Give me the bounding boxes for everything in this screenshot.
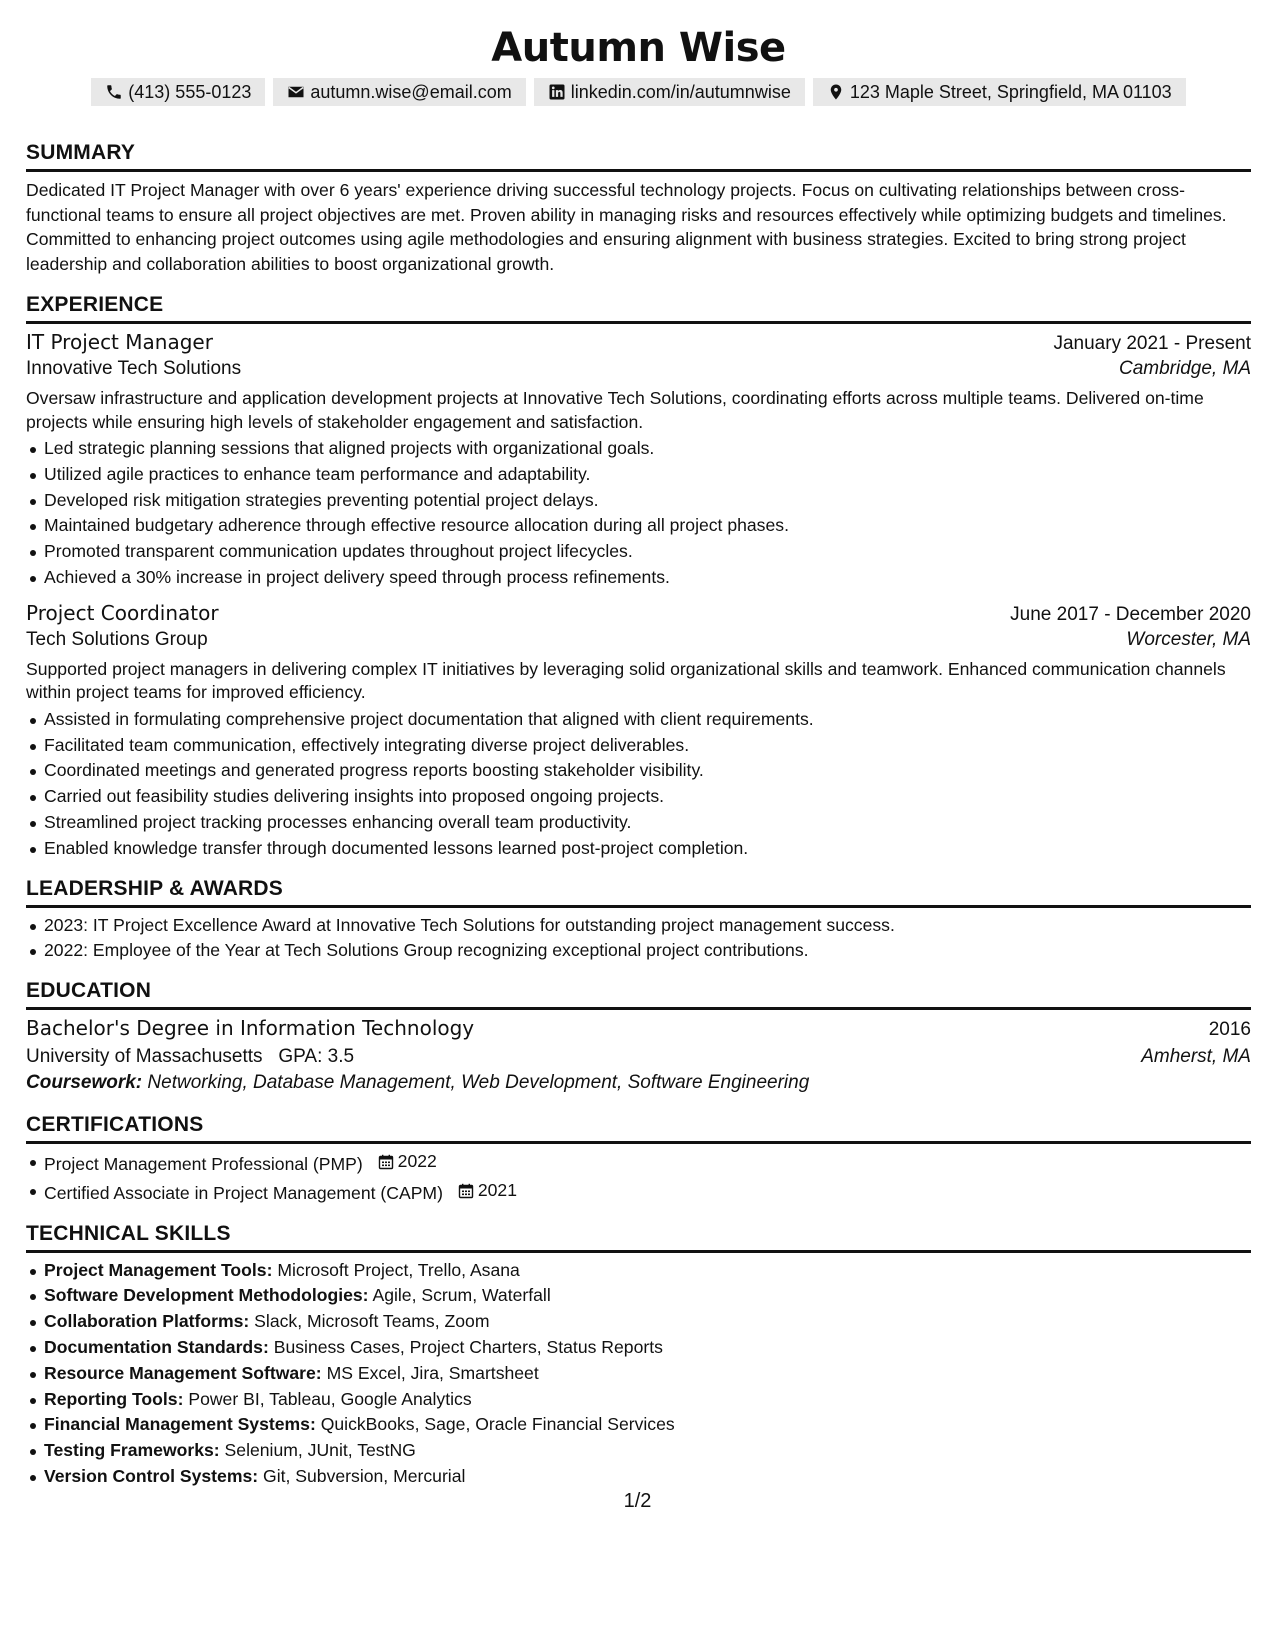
- certification-year: 2022: [397, 1151, 437, 1172]
- list-item: Achieved a 30% increase in project delivery speed through process refinements.: [26, 565, 1251, 591]
- candidate-name: Autumn Wise: [491, 25, 786, 71]
- email-text: autumn.wise@email.com: [310, 81, 512, 102]
- list-item: [26, 1149, 1251, 1178]
- skill-value: Agile, Scrum, Waterfall: [372, 1285, 551, 1306]
- certifications-list: [26, 1149, 1251, 1206]
- list-item: Carried out feasibility studies delivering insights into proposed ongoing projects.: [26, 784, 1251, 810]
- section-title: SUMMARY: [26, 140, 1251, 172]
- job-company-row: [26, 358, 1251, 380]
- skills-list: [26, 1258, 1251, 1490]
- list-item: Promoted transparent communication updates throughout project lifecycles.: [26, 539, 1251, 565]
- list-item: Assisted in formulating comprehensive project documentation that aligned with client requirements.: [26, 707, 1251, 733]
- section-title: TECHNICAL SKILLS: [26, 1221, 1251, 1253]
- skill-label: Software Development Methodologies:: [44, 1285, 369, 1306]
- list-item: [26, 1361, 1251, 1387]
- job-title: Project Coordinator: [26, 600, 219, 625]
- linkedin-text: linkedin.com/in/autumnwise: [570, 81, 791, 102]
- job-bullets: [26, 436, 1251, 591]
- skill-label: Reporting Tools:: [44, 1388, 184, 1409]
- school-info: [26, 1046, 354, 1068]
- contact-bar: [26, 78, 1251, 106]
- section-title: EXPERIENCE: [26, 292, 1251, 324]
- certification-name: Project Management Professional (PMP): [44, 1154, 363, 1175]
- school-location: Amherst, MA: [1141, 1046, 1251, 1068]
- list-item: [26, 1178, 1251, 1207]
- job-company-row: [26, 629, 1251, 651]
- contact-linkedin[interactable]: [534, 78, 805, 106]
- job-description: Oversaw infrastructure and application development projects at Innovative Tech Solutions, coordinating efforts across multiple teams. Delivered on-time projects while ensuring high levels of stakeholder engagement and satisfaction.: [26, 388, 1204, 432]
- skill-label: Version Control Systems:: [44, 1465, 259, 1486]
- coursework: [26, 1072, 1251, 1094]
- degree-title: Bachelor's Degree in Information Technology: [26, 1016, 475, 1041]
- degree-row: [26, 1016, 1251, 1041]
- awards-section: [26, 876, 1251, 965]
- job-bullets: [26, 707, 1251, 862]
- list-item: [26, 1438, 1251, 1464]
- list-item: [26, 1464, 1251, 1490]
- contact-email[interactable]: [273, 78, 525, 106]
- skill-value: Microsoft Project, Trello, Asana: [277, 1259, 520, 1280]
- coursework-list: Networking, Database Management, Web Development, Software Engineering: [147, 1072, 810, 1094]
- list-item: Maintained budgetary adherence through effective resource allocation during all project phases.: [26, 513, 1251, 539]
- coursework-label: Coursework:: [26, 1072, 143, 1094]
- list-item: Enabled knowledge transfer through documented lessons learned post-project completion.: [26, 836, 1251, 862]
- linkedin-icon: [548, 83, 566, 101]
- certification-year: 2021: [477, 1179, 517, 1200]
- experience-section: [26, 292, 1251, 862]
- skill-value: Power BI, Tableau, Google Analytics: [188, 1388, 472, 1409]
- contact-phone: [91, 78, 265, 106]
- list-item: Streamlined project tracking processes enhancing overall team productivity.: [26, 810, 1251, 836]
- job-description: Supported project managers in delivering complex IT initiatives by leveraging solid organizational skills and teamwork. Enhanced communication channels within project teams for improved efficiency.: [26, 658, 1226, 703]
- skill-label: Collaboration Platforms:: [44, 1311, 250, 1332]
- contact-address: [813, 78, 1186, 106]
- skill-value: QuickBooks, Sage, Oracle Financial Services: [320, 1414, 675, 1435]
- job-dates: June 2017 - December 2020: [1010, 603, 1251, 625]
- job-location: Cambridge, MA: [1119, 358, 1251, 379]
- section-title: EDUCATION: [26, 978, 1251, 1010]
- job-header-row: [26, 330, 1251, 355]
- skill-value: Business Cases, Project Charters, Status Reports: [273, 1336, 663, 1357]
- skill-value: Slack, Microsoft Teams, Zoom: [254, 1311, 490, 1332]
- list-item: Utilized agile practices to enhance team performance and adaptability.: [26, 462, 1251, 488]
- certifications-section: [26, 1112, 1251, 1206]
- gpa: GPA: 3.5: [278, 1046, 355, 1068]
- list-item: [26, 1412, 1251, 1438]
- page-number: 1/2: [623, 1490, 652, 1512]
- school-row: [26, 1046, 1251, 1068]
- list-item: [26, 1387, 1251, 1413]
- skill-value: Git, Subversion, Mercurial: [263, 1465, 466, 1486]
- job-title: IT Project Manager: [26, 330, 213, 354]
- list-item: [26, 1283, 1251, 1309]
- certification-name: Certified Associate in Project Management (CAPM): [44, 1182, 443, 1203]
- graduation-year: 2016: [1208, 1019, 1251, 1041]
- skill-label: Project Management Tools:: [44, 1259, 273, 1280]
- skill-label: Resource Management Software:: [44, 1362, 322, 1383]
- resume-content: [26, 22, 1251, 1490]
- skill-label: Financial Management Systems:: [44, 1414, 316, 1435]
- school-name: University of Massachusetts: [26, 1046, 263, 1068]
- job-company: Innovative Tech Solutions: [26, 358, 242, 379]
- list-item: 2023: IT Project Excellence Award at Innovative Tech Solutions for outstanding project management success.: [26, 913, 1251, 939]
- calendar-icon: [378, 1154, 394, 1170]
- list-item: Developed risk mitigation strategies preventing potential project delays.: [26, 488, 1251, 514]
- certification-date: [378, 1149, 437, 1175]
- address-text: 123 Maple Street, Springfield, MA 01103: [849, 81, 1172, 102]
- list-item: [26, 1258, 1251, 1284]
- phone-icon: [105, 83, 123, 101]
- section-title: CERTIFICATIONS: [26, 1112, 1251, 1144]
- job-company: Tech Solutions Group: [26, 628, 208, 650]
- list-item: Coordinated meetings and generated progress reports boosting stakeholder visibility.: [26, 758, 1251, 784]
- section-title: LEADERSHIP & AWARDS: [26, 876, 1251, 908]
- list-item: 2022: Employee of the Year at Tech Solutions Group recognizing exceptional project contributions.: [26, 938, 1251, 964]
- list-item: [26, 1335, 1251, 1361]
- job-entry: [26, 330, 1251, 591]
- skill-label: Documentation Standards:: [44, 1336, 269, 1357]
- map-pin-icon: [827, 83, 845, 101]
- phone-text: (413) 555-0123: [128, 81, 252, 102]
- education-section: [26, 978, 1251, 1094]
- job-entry: [26, 601, 1251, 862]
- job-header-row: [26, 601, 1251, 626]
- job-location: Worcester, MA: [1126, 628, 1251, 650]
- list-item: Led strategic planning sessions that aligned projects with organizational goals.: [26, 436, 1251, 462]
- skill-value: MS Excel, Jira, Smartsheet: [326, 1362, 539, 1383]
- job-dates: January 2021 - Present: [1053, 333, 1251, 354]
- skills-section: [26, 1221, 1251, 1490]
- summary-section: [26, 140, 1251, 276]
- calendar-icon: [458, 1183, 474, 1199]
- skill-label: Testing Frameworks:: [44, 1440, 220, 1461]
- list-item: [26, 1309, 1251, 1335]
- envelope-icon: [287, 83, 305, 101]
- summary-text: Dedicated IT Project Manager with over 6 years' experience driving successful technology projects. Focus on cultivating relationships between cross-functional teams to ensure all project objectives are met. Proven ability in managing risks and resources effectively while optimizing budgets and timelines. Committed to enhancing project outcomes using agile methodologies and ensuring alignment with business strategies. Excited to bring strong project leadership and collaboration abilities to boost organizational growth.: [26, 180, 1227, 274]
- certification-date: [458, 1178, 517, 1204]
- skill-value: Selenium, JUnit, TestNG: [224, 1440, 416, 1461]
- awards-list: [26, 913, 1251, 965]
- list-item: Facilitated team communication, effectively integrating diverse project deliverables.: [26, 733, 1251, 759]
